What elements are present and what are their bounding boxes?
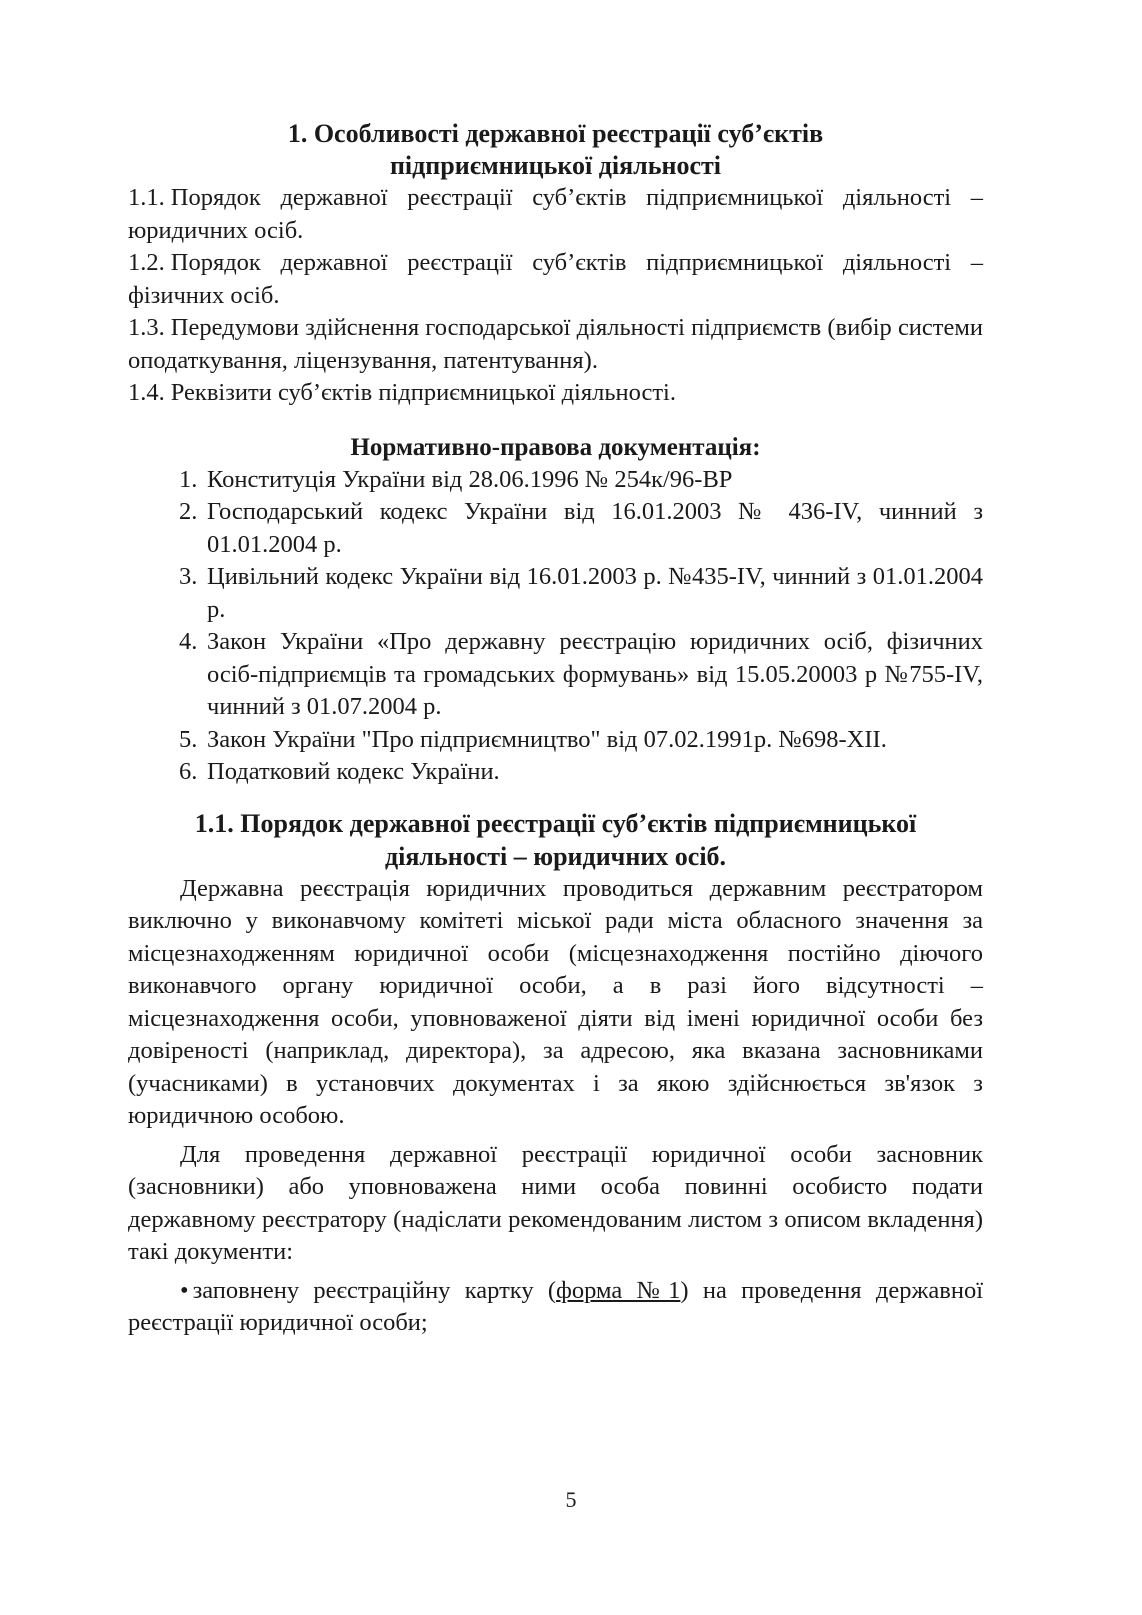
normative-item [128,626,983,724]
topics-list [128,182,983,410]
topic-item [128,312,983,377]
section-title [128,807,983,873]
topic-text: Порядок державної реєстрації суб’єктів підприємницької діяльності – фізичних осіб. [128,249,983,309]
normative-number: 3. [179,563,198,590]
normative-list [128,464,983,789]
bullet-marker: • [180,1276,189,1304]
page-number: 5 [565,1487,577,1512]
topic-item [128,182,983,247]
bullet-text-before: заповнену реєстраційну картку ( [192,1276,557,1304]
chapter-title [128,118,983,182]
form-link[interactable]: форма №1 [556,1276,681,1304]
normative-number: 2. [179,498,198,525]
chapter-title-line2: підприємницької діяльності [389,151,722,180]
normative-item [128,756,983,789]
normative-text: Закон України "Про підприємництво" від 07.02.1991р. №698-XII. [207,725,887,753]
normative-number: 5. [179,725,198,753]
topic-number: 1.2. [128,249,165,276]
page-content [128,118,983,1340]
body-paragraph: Для проведення державної реєстрації юридичної особи засновник (засновники) або уповноважена ними особа повинні особисто подати державному реєстратору (надіслати рекомендованим листом з описом вкладення) такі документи: [128,1140,983,1265]
chapter-title-line1: 1. Особливості державної реєстрації суб’єктів [287,119,824,148]
topic-text: Реквізити суб’єктів підприємницької діяльності. [170,379,676,406]
normative-heading: Нормативно-правова документація: [350,433,761,461]
normative-number: 6. [179,758,198,785]
bullet-item [128,1275,983,1340]
section-title-line1: 1.1. Порядок державної реєстрації суб’єктів підприємницької [194,808,917,838]
topic-number: 1.1. [128,184,165,211]
normative-text: Закон України «Про державну реєстрацію юридичних осіб, фізичних осіб-підприємців та громадських формувань» від 15.05.20003 р №755-IV, чинний з 01.07.2004 р. [207,628,983,720]
normative-item [128,496,983,561]
normative-item [128,724,983,757]
section-title-line2: діяльності – юридичних осіб. [384,841,727,871]
normative-text: Податковий кодекс України. [207,758,500,785]
topic-item [128,247,983,312]
normative-number: 4. [179,628,198,655]
topic-text: Порядок державної реєстрації суб’єктів підприємницької діяльності – юридичних осіб. [128,184,983,244]
topic-item [128,377,983,410]
normative-item [128,464,983,497]
normative-text: Конституція України від 28.06.1996 № 254к/96-ВР [207,465,733,493]
normative-text: Цивільний кодекс України від 16.01.2003 р. №435-IV, чинний з 01.01.2004 р. [207,563,983,623]
normative-text: Господарський кодекс України від 16.01.2003 № 436-IV, чинний з 01.01.2004 р. [207,498,983,558]
body-paragraph: Державна реєстрація юридичних проводиться державним реєстратором виключно у виконавчому комітеті міської ради міста обласного значення за місцезнаходженням юридичної особи (місцезнаходження постійно діючого виконавчого органу юридичної особи, а в разі його відсутності – місцезнаходження особи, уповноваженої діяти від імені юридичної особи без довіреності (наприклад, директора), за адресою, яка вказана засновниками (учасниками) в установчих документах і за якою здійснюється зв'язок з юридичною особою. [128,874,983,1129]
topic-text: Передумови здійснення господарської діяльності підприємств (вибір системи оподаткування, ліцензування, патентування). [128,314,983,374]
normative-number: 1. [179,465,198,493]
normative-item [128,561,983,626]
topic-number: 1.4. [128,379,165,406]
bullet-text-after: ) на проведення державної реєстрації юридичної особи; [128,1276,984,1336]
topic-number: 1.3. [128,314,165,341]
